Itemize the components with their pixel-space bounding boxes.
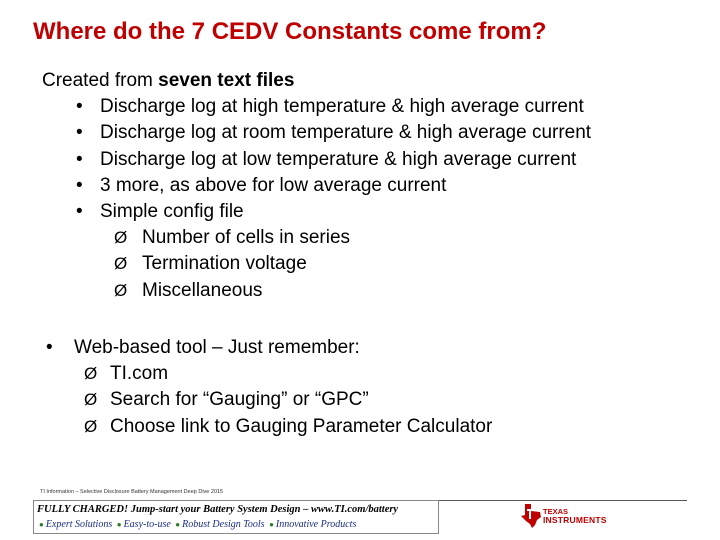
- list-item: • Discharge log at low temperature & high average current: [42, 147, 591, 173]
- bullet-icon: •: [76, 122, 83, 144]
- tag-item: Robust Design Tools: [182, 519, 265, 530]
- list-item: Ø TI.com: [44, 361, 492, 387]
- bullet-icon: •: [76, 174, 83, 196]
- list-item: • Discharge log at high temperature & high average current: [42, 94, 591, 120]
- lead-line: [42, 68, 591, 94]
- dot-icon: ●: [39, 520, 44, 529]
- dot-icon: ●: [116, 520, 122, 529]
- web-tool-bullet: • Web-based tool – Just remember:: [44, 335, 492, 361]
- tag-item: Easy-to-use: [123, 519, 171, 530]
- bullet-icon: •: [76, 96, 83, 118]
- arrow-bullet-icon: Ø: [114, 254, 128, 274]
- arrow-bullet-icon: Ø: [114, 228, 128, 248]
- dot-icon: ●: [175, 520, 181, 529]
- list-item: Ø Number of cells in series: [42, 225, 591, 251]
- arrow-bullet-icon: Ø: [84, 416, 98, 436]
- source-files-section: [42, 68, 591, 304]
- list-item: • 3 more, as above for low average current: [42, 173, 591, 199]
- list-item: Ø Search for “Gauging” or “GPC”: [44, 387, 492, 413]
- footer-headline: FULLY CHARGED! Jump-start your Battery System Design – www.TI.com/battery: [37, 504, 399, 515]
- arrow-bullet-icon: Ø: [84, 364, 98, 384]
- logo-wordmark: TEXAS INSTRUMENTS: [543, 507, 607, 525]
- lead-prefix: Created from: [42, 70, 159, 91]
- bullet-icon: •: [46, 337, 53, 358]
- arrow-bullet-icon: Ø: [114, 280, 128, 300]
- dot-icon: ●: [269, 520, 274, 529]
- config-sub-list: [42, 225, 591, 304]
- list-item: Ø Choose link to Gauging Parameter Calculator: [44, 414, 492, 440]
- web-tool-sub-list: [44, 361, 492, 440]
- footer-tagline: [37, 519, 356, 530]
- lead-bold: seven text files: [158, 70, 295, 91]
- web-tool-section: [44, 335, 492, 440]
- ti-logo: [520, 503, 620, 531]
- slide-title: Where do the 7 CEDV Constants come from?: [33, 18, 547, 45]
- bullet-icon: •: [76, 148, 83, 170]
- tag-item: Expert Solutions: [45, 519, 113, 530]
- footer-banner: [33, 500, 439, 534]
- confidential-note: TI Information – Selective Disclosure Battery Management Deep Dive 2015: [40, 489, 224, 495]
- list-item: Ø Termination voltage: [42, 251, 591, 277]
- file-bullet-list: [42, 94, 591, 225]
- list-item: • Discharge log at room temperature & high average current: [42, 120, 591, 146]
- tag-item: Innovative Products: [275, 519, 357, 530]
- list-item: Ø Miscellaneous: [42, 278, 591, 304]
- list-item: • Simple config file: [42, 199, 591, 225]
- arrow-bullet-icon: Ø: [84, 390, 98, 410]
- bullet-icon: •: [76, 201, 83, 223]
- texas-state-icon: [520, 503, 542, 529]
